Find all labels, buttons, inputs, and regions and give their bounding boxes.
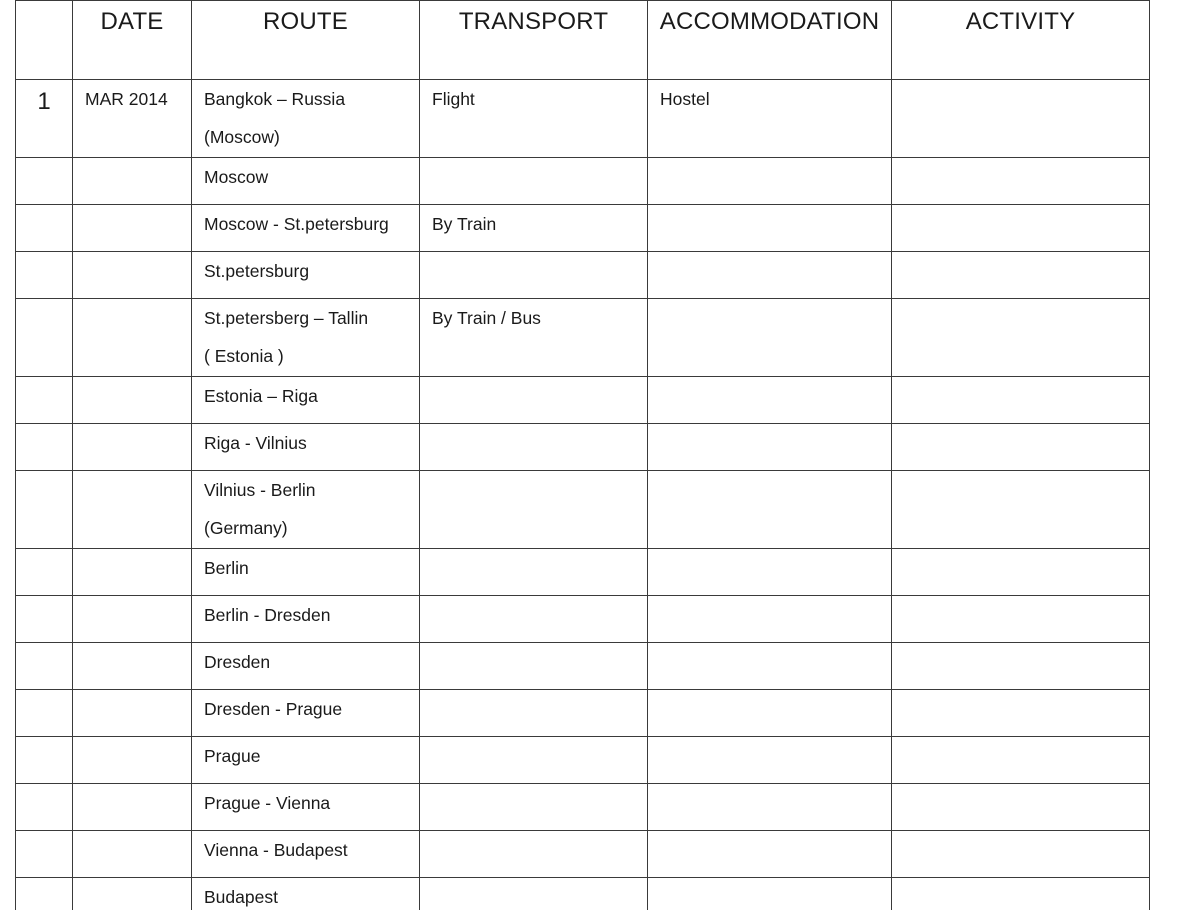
accommodation-cell	[648, 549, 892, 596]
transport-cell	[420, 643, 648, 690]
row-number-cell	[16, 549, 73, 596]
route-cell	[192, 643, 420, 690]
row-number-cell	[16, 831, 73, 878]
table-row	[16, 471, 1150, 549]
row-number-cell	[16, 737, 73, 784]
table-row	[16, 737, 1150, 784]
table-row	[16, 80, 1150, 158]
date-cell	[73, 643, 192, 690]
table-row	[16, 784, 1150, 831]
accommodation-cell: Hostel	[648, 80, 892, 158]
activity-cell	[892, 471, 1150, 549]
route-cell	[192, 690, 420, 737]
route-cell	[192, 878, 420, 910]
row-number-cell	[16, 878, 73, 910]
row-number-cell	[16, 158, 73, 205]
transport-cell: By Train / Bus	[420, 299, 648, 377]
table-row	[16, 252, 1150, 299]
date-cell	[73, 377, 192, 424]
accommodation-cell	[648, 878, 892, 910]
route-line: (Moscow)	[204, 127, 280, 147]
row-number-cell	[16, 252, 73, 299]
activity-cell	[892, 596, 1150, 643]
activity-cell	[892, 690, 1150, 737]
activity-cell	[892, 737, 1150, 784]
table-row	[16, 643, 1150, 690]
route-line: St.petersberg – Tallin	[204, 308, 369, 328]
table-row	[16, 831, 1150, 878]
transport-cell	[420, 737, 648, 784]
row-number-cell	[16, 377, 73, 424]
route-line: Budapest	[204, 887, 278, 907]
header-accommodation: ACCOMMODATION	[648, 1, 892, 80]
route-line: ( Estonia )	[204, 346, 284, 366]
transport-cell	[420, 377, 648, 424]
transport-cell	[420, 252, 648, 299]
route-line: Prague - Vienna	[204, 793, 331, 813]
activity-cell	[892, 784, 1150, 831]
accommodation-cell	[648, 643, 892, 690]
table-row	[16, 690, 1150, 737]
route-cell	[192, 549, 420, 596]
route-cell	[192, 831, 420, 878]
accommodation-cell	[648, 299, 892, 377]
activity-cell	[892, 424, 1150, 471]
date-cell	[73, 205, 192, 252]
transport-cell	[420, 158, 648, 205]
activity-cell	[892, 549, 1150, 596]
accommodation-cell	[648, 252, 892, 299]
route-line: Dresden - Prague	[204, 699, 343, 719]
accommodation-cell	[648, 158, 892, 205]
date-cell	[73, 471, 192, 549]
date-cell	[73, 737, 192, 784]
activity-cell	[892, 878, 1150, 910]
date-cell	[73, 299, 192, 377]
route-line: Dresden	[204, 652, 271, 672]
route-cell	[192, 205, 420, 252]
table-row	[16, 299, 1150, 377]
route-cell	[192, 737, 420, 784]
activity-cell	[892, 205, 1150, 252]
row-number-cell	[16, 205, 73, 252]
date-cell	[73, 252, 192, 299]
route-line: Prague	[204, 746, 261, 766]
route-cell	[192, 252, 420, 299]
route-line: (Germany)	[204, 518, 288, 538]
date-cell	[73, 878, 192, 910]
header-date: DATE	[73, 1, 192, 80]
accommodation-cell	[648, 424, 892, 471]
accommodation-cell	[648, 377, 892, 424]
activity-cell	[892, 80, 1150, 158]
transport-cell	[420, 831, 648, 878]
row-number-cell	[16, 471, 73, 549]
route-line: Berlin - Dresden	[204, 605, 331, 625]
route-cell	[192, 299, 420, 377]
date-cell	[73, 549, 192, 596]
accommodation-cell	[648, 205, 892, 252]
activity-cell	[892, 299, 1150, 377]
route-cell	[192, 784, 420, 831]
accommodation-cell	[648, 784, 892, 831]
transport-cell	[420, 596, 648, 643]
table-row	[16, 596, 1150, 643]
table-row	[16, 377, 1150, 424]
accommodation-cell	[648, 737, 892, 784]
route-line: Estonia – Riga	[204, 386, 318, 406]
route-line: St.petersburg	[204, 261, 310, 281]
transport-cell	[420, 424, 648, 471]
route-line: Moscow	[204, 167, 269, 187]
route-cell	[192, 80, 420, 158]
row-number-cell: 1	[16, 80, 73, 158]
row-number-cell	[16, 424, 73, 471]
table-row	[16, 424, 1150, 471]
transport-cell: By Train	[420, 205, 648, 252]
route-cell	[192, 377, 420, 424]
transport-cell	[420, 784, 648, 831]
route-cell	[192, 596, 420, 643]
date-cell	[73, 158, 192, 205]
date-cell	[73, 424, 192, 471]
row-number-cell	[16, 784, 73, 831]
transport-cell: Flight	[420, 80, 648, 158]
route-line: Vienna - Budapest	[204, 840, 348, 860]
date-cell	[73, 784, 192, 831]
table-row	[16, 549, 1150, 596]
transport-cell	[420, 878, 648, 910]
route-line: Moscow - St.petersburg	[204, 214, 389, 234]
header-number	[16, 1, 73, 80]
route-cell	[192, 471, 420, 549]
row-number-cell	[16, 299, 73, 377]
route-line: Riga - Vilnius	[204, 433, 307, 453]
itinerary-table	[15, 0, 1150, 910]
date-cell	[73, 596, 192, 643]
row-number-cell	[16, 596, 73, 643]
activity-cell	[892, 252, 1150, 299]
row-number-cell	[16, 690, 73, 737]
activity-cell	[892, 377, 1150, 424]
route-cell	[192, 424, 420, 471]
accommodation-cell	[648, 596, 892, 643]
header-route: ROUTE	[192, 1, 420, 80]
activity-cell	[892, 158, 1150, 205]
transport-cell	[420, 471, 648, 549]
header-activity: ACTIVITY	[892, 1, 1150, 80]
transport-cell	[420, 690, 648, 737]
header-row	[16, 1, 1150, 80]
table-row	[16, 205, 1150, 252]
accommodation-cell	[648, 690, 892, 737]
activity-cell	[892, 643, 1150, 690]
date-cell	[73, 831, 192, 878]
date-cell	[73, 690, 192, 737]
table-row	[16, 878, 1150, 910]
transport-cell	[420, 549, 648, 596]
route-line: Vilnius - Berlin	[204, 480, 316, 500]
route-line: Bangkok – Russia	[204, 89, 346, 109]
route-line: Berlin	[204, 558, 249, 578]
activity-cell	[892, 831, 1150, 878]
accommodation-cell	[648, 471, 892, 549]
accommodation-cell	[648, 831, 892, 878]
date-cell: MAR 2014	[73, 80, 192, 158]
table-row	[16, 158, 1150, 205]
header-transport: TRANSPORT	[420, 1, 648, 80]
route-cell	[192, 158, 420, 205]
row-number-cell	[16, 643, 73, 690]
